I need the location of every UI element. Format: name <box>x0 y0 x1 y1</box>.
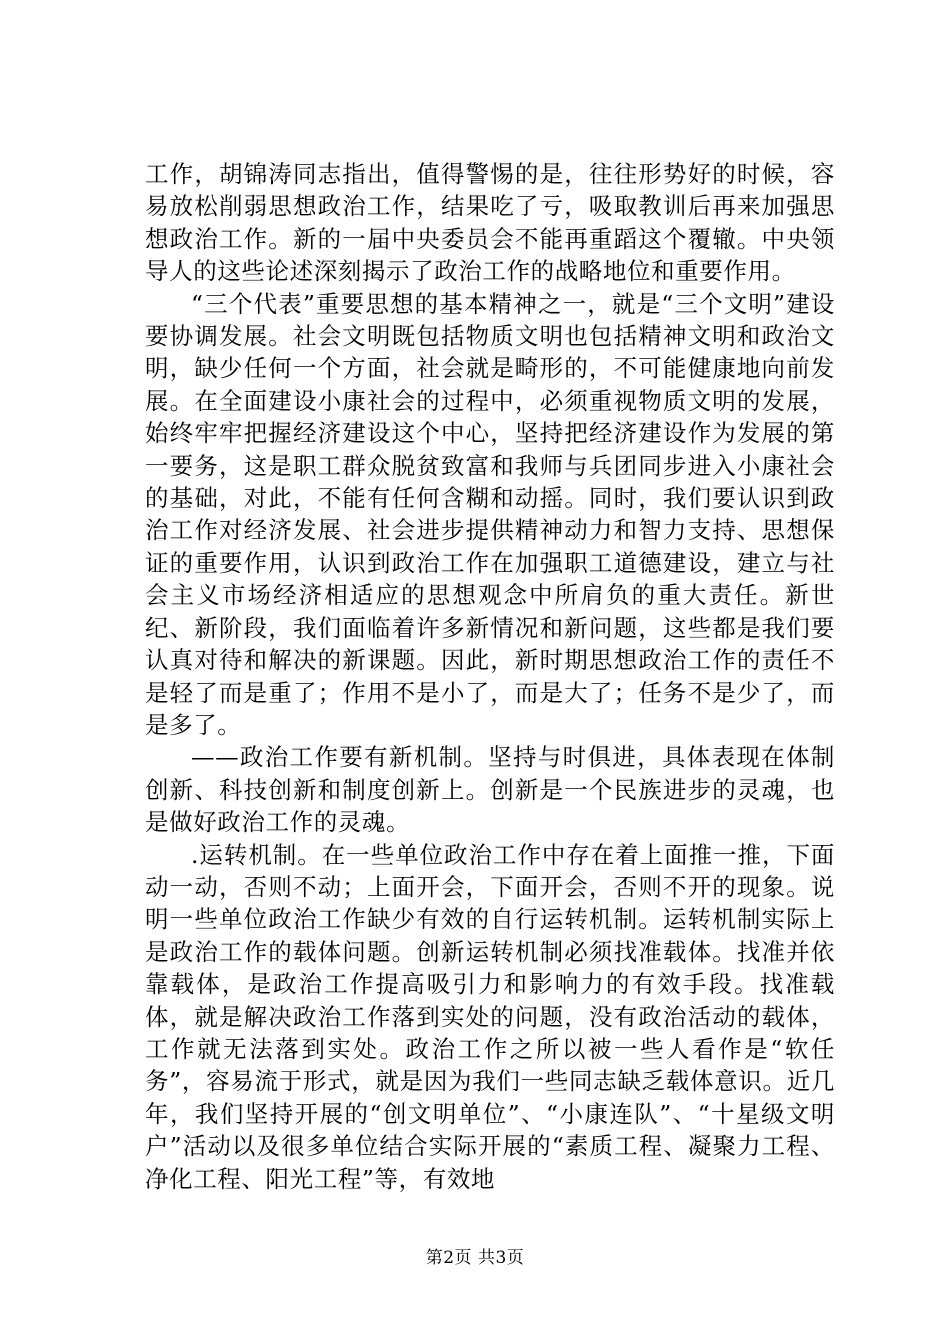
paragraph-three-civilizations: “三个代表”重要思想的基本精神之一，就是“三个文明”建设要协调发展。社会文明既包括物质文明也包括精神文明和政治文明，缺少任何一个方面，社会就是畸形的，不可能健康地向前发展。在全面建设小康社会的过程中，必须重视物质文明的发展，始终牢牢把握经济建设这个中心，坚持把经济建设作为发展的第一要务，这是职工群众脱贫致富和我师与兵团同步进入小康社会的基础，对此，不能有任何含糊和动摇。同时，我们要认识到政治工作对经济发展、社会进步提供精神动力和智力支持、思想保证的重要作用，认识到政治工作在加强职工道德建设，建立与社会主义市场经济相适应的思想观念中所肩负的重大责任。新世纪、新阶段，我们面临着许多新情况和新问题，这些都是我们要认真对待和解决的新课题。因此，新时期思想政治工作的责任不是轻了而是重了；作用不是小了，而是大了；任务不是少了，而是多了。 <box>145 289 835 739</box>
paragraph-new-mechanism: ——政治工作要有新机制。坚持与时俱进，具体表现在体制创新、科技创新和制度创新上。创新是一个民族进步的灵魂，也是做好政治工作的灵魂。 <box>145 743 835 837</box>
paragraph-operating-mechanism: .运转机制。在一些单位政治工作中存在着上面推一推，下面动一动，否则不动；上面开会，下面开会，否则不开的现象。说明一些单位政治工作缺少有效的自行运转机制。运转机制实际上是政治工作的载体问题。创新运转机制必须找准载体。找准并依靠载体，是政治工作提高吸引力和影响力的有效手段。找准载体，就是解决政治工作落到实处的问题，没有政治活动的载体，工作就无法落到实处。政治工作之所以被一些人看作是“软任务”，容易流于形式，就是因为我们一些同志缺乏载体意识。近几年，我们坚持开展的“创文明单位”、“小康连队”、“十星级文明户”活动以及很多单位结合实际开展的“素质工程、凝聚力工程、净化工程、阳光工程”等，有效地 <box>145 840 835 1193</box>
document-body <box>145 158 835 1195</box>
paragraph-continuation: 工作，胡锦涛同志指出，值得警惕的是，往往形势好的时候，容易放松削弱思想政治工作，结果吃了亏，吸取教训后再来加强思想政治工作。新的一届中央委员会不能再重蹈这个覆辙。中央领导人的这些论述深刻揭示了政治工作的战略地位和重要作用。 <box>145 160 835 286</box>
page-number-footer: 第2页 共3页 <box>425 1248 525 1268</box>
